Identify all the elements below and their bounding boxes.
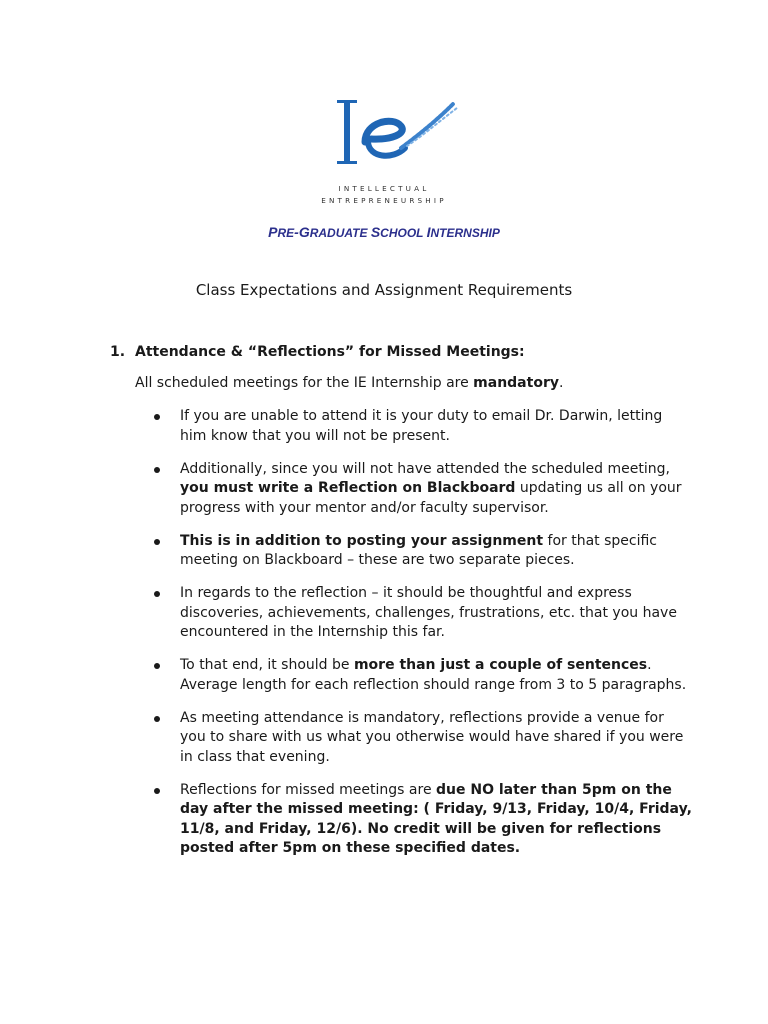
bullet-item — [152, 407, 692, 446]
bullet-icon — [154, 788, 160, 794]
bullet-text: for that specific meeting on Blackboard – these are two separate pieces. — [180, 532, 657, 568]
bullet-list — [152, 407, 692, 872]
bullet-icon — [154, 591, 160, 597]
section-intro — [135, 375, 563, 391]
program-title-part: -G — [294, 224, 310, 240]
bullet-bold-text: due NO later than 5pm on the day after the missed meeting: ( Friday, 9/13, Friday, 10/4, Friday, 11/8, and Friday, 12/6). No credit will be given for reflections posted after 5pm on these specified dates. — [180, 781, 692, 856]
logo-tagline-line2: ENTREPRENEURSHIP — [321, 196, 447, 205]
bullet-text: As meeting attendance is mandatory, reflections provide a venue for you to share with us what you otherwise would have shared if you were in class that evening. — [180, 709, 684, 765]
section-heading — [110, 344, 525, 360]
bullet-item — [152, 709, 692, 768]
intro-suffix: . — [558, 375, 564, 391]
program-title-part: I — [426, 224, 431, 240]
intro-text: All scheduled meetings for the IE Internship are — [135, 375, 474, 391]
program-title-part: P — [268, 224, 278, 240]
program-title-part: NTERNSHIP — [430, 226, 500, 240]
bullet-text: Additionally, since you will not have attended the scheduled meeting, — [180, 460, 670, 477]
bullet-item — [152, 781, 692, 859]
logo-tagline-line1: INTELLECTUAL — [338, 184, 430, 193]
bullet-text: In regards to the reflection – it should be thoughtful and express discoveries, achievements, challenges, frustrations, etc. that you have encountered in the Internship this far. — [180, 585, 677, 640]
bullet-bold-text: This is in addition to posting your assignment — [180, 532, 544, 549]
bullet-item — [152, 460, 692, 519]
program-title-part: S — [370, 224, 381, 240]
bullet-icon — [154, 539, 160, 545]
section-number: 1. — [110, 344, 126, 360]
bullet-text: updating us all on your progress with your mentor and/or faculty supervisor. — [180, 480, 682, 516]
bullet-text: Reflections for missed meetings are — [180, 781, 437, 798]
intro-bold-text: mandatory — [473, 375, 559, 391]
document-title: Class Expectations and Assignment Requirements — [195, 281, 573, 299]
bullet-icon — [154, 716, 160, 722]
section-heading-text: Attendance & “Reflections” for Missed Meetings: — [135, 344, 525, 360]
program-title-part: RE — [277, 226, 295, 240]
ie-logo — [335, 92, 465, 172]
bullet-bold-text: you must write a Reflection on Blackboard — [180, 480, 516, 496]
bullet-text: To that end, it should be — [180, 657, 354, 673]
bullet-bold-text: more than just a couple of sentences — [353, 657, 648, 673]
bullet-text: . Average length for each reflection should range from 3 to 5 paragraphs. — [180, 657, 687, 693]
bullet-item — [152, 584, 692, 643]
bullet-icon — [154, 467, 160, 473]
bullet-icon — [154, 663, 160, 669]
program-title — [0, 224, 768, 240]
bullet-item — [152, 656, 692, 695]
program-title-part: RADUATE — [309, 226, 371, 240]
bullet-text: If you are unable to attend it is your duty to email Dr. Darwin, letting him know that you will not be present. — [180, 408, 663, 444]
program-title-part: CHOOL — [380, 226, 427, 240]
bullet-item — [152, 532, 692, 571]
bullet-icon — [154, 414, 160, 420]
ie-logo-mark — [335, 92, 465, 172]
